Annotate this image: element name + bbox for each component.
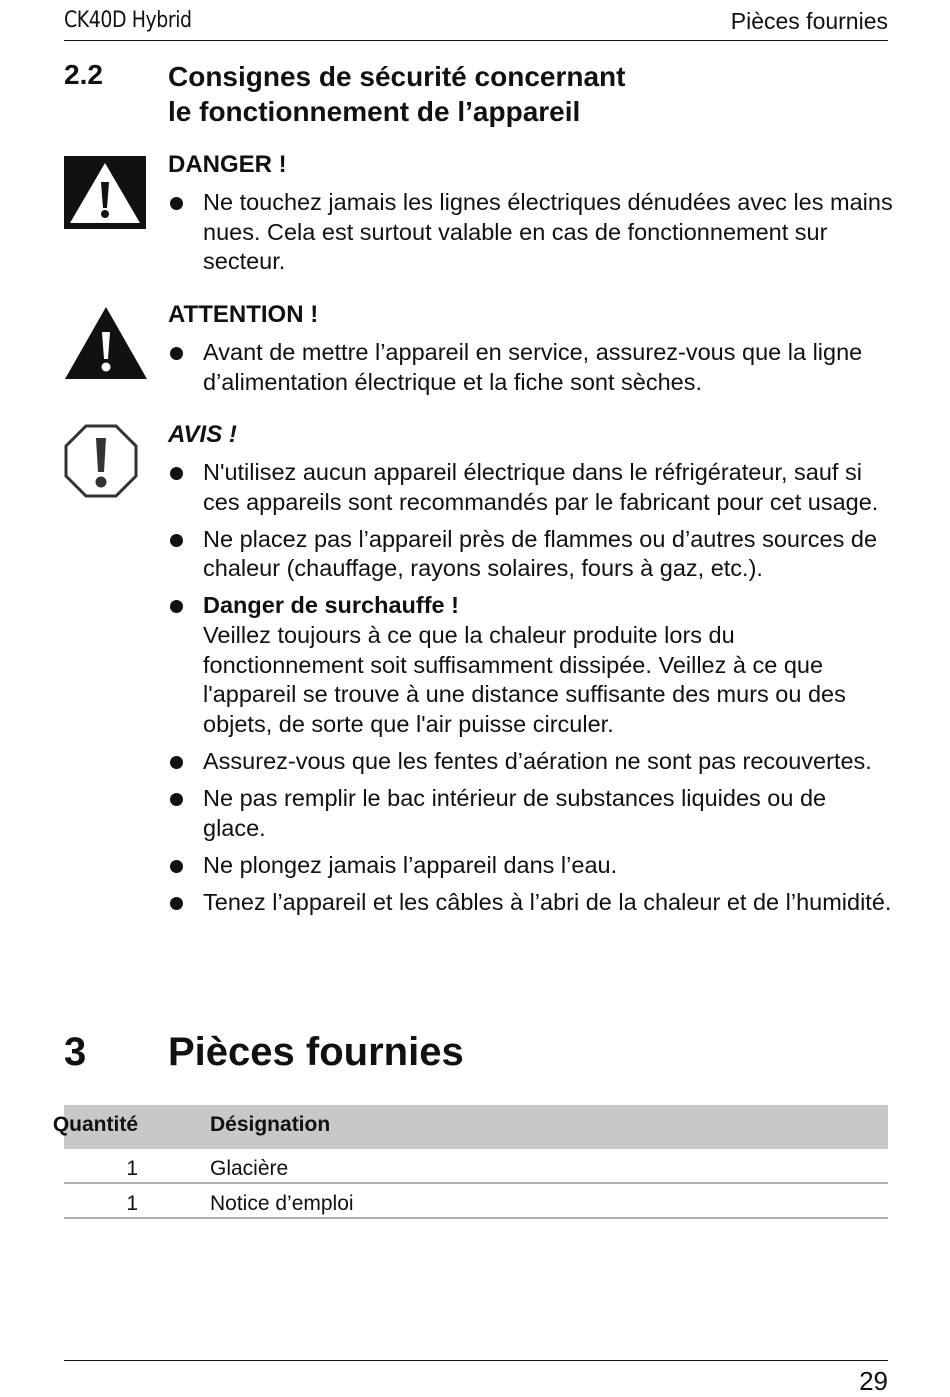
section-title-line2: le fonctionnement de l’appareil xyxy=(168,96,581,127)
footer-divider xyxy=(64,1360,888,1361)
bullet-icon xyxy=(170,793,183,806)
bullet-icon xyxy=(170,860,183,873)
column-header-designation: Désignation xyxy=(210,1113,331,1136)
bullet-icon xyxy=(170,600,183,613)
bullet-icon xyxy=(170,534,183,547)
list-item: N'utilisez aucun appareil électrique dans le réfrigérateur, sauf si ces appareils sont recommandés par le fabricant pour cet usage. xyxy=(168,458,893,517)
notice-octagon-icon xyxy=(64,424,138,498)
chapter-heading: Pièces fournies xyxy=(168,1030,464,1074)
quantity-cell: 1 xyxy=(126,1192,138,1215)
bullet-icon xyxy=(170,347,183,360)
attention-label: ATTENTION ! xyxy=(168,301,319,328)
avis-list xyxy=(168,458,893,925)
table-row xyxy=(64,1149,888,1184)
bullet-icon xyxy=(170,467,183,480)
column-header-quantity: Quantité xyxy=(52,1113,138,1136)
product-name: CK40D Hybrid xyxy=(64,8,192,33)
designation-cell: Notice d’emploi xyxy=(210,1192,354,1215)
bullet-icon xyxy=(170,197,183,210)
warning-triangle-icon xyxy=(64,306,148,380)
quantity-cell: 1 xyxy=(126,1157,138,1180)
avis-label: AVIS ! xyxy=(168,421,237,448)
table-row xyxy=(64,1184,888,1219)
list-item: Ne plongez jamais l’appareil dans l’eau. xyxy=(168,851,893,881)
bullet-icon xyxy=(170,756,183,769)
list-item: Avant de mettre l’appareil en service, assurez-vous que la ligne d’alimentation électrique et la fiche sont sèches. xyxy=(168,338,893,397)
bullet-icon xyxy=(170,897,183,910)
table-header xyxy=(52,1105,888,1149)
section-number: 2.2 xyxy=(64,59,103,90)
list-item: Ne pas remplir le bac intérieur de substances liquides ou de glace. xyxy=(168,784,893,843)
chapter-number: 3 xyxy=(64,1030,87,1074)
chapter-title: Pièces fournies xyxy=(730,8,888,34)
section-title xyxy=(168,59,808,129)
list-item: Assurez-vous que les fentes d’aération ne sont pas recouvertes. xyxy=(168,747,893,777)
attention-list xyxy=(168,338,893,405)
danger-warning-icon xyxy=(64,156,146,229)
section-title-line1: Consignes de sécurité concernant xyxy=(168,61,626,92)
designation-cell: Glacière xyxy=(210,1157,289,1180)
list-item: Tenez l’appareil et les câbles à l’abri de la chaleur et de l’humidité. xyxy=(168,888,893,918)
danger-label: DANGER ! xyxy=(168,151,287,178)
list-item: Ne placez pas l’appareil près de flammes ou d’autres sources de chaleur (chauffage, rayons solaires, fours à gaz, etc.). xyxy=(168,525,893,584)
page-header xyxy=(64,8,888,41)
danger-list xyxy=(168,188,893,284)
overheat-heading: Danger de surchauffe ! xyxy=(203,592,459,619)
list-item: Ne touchez jamais les lignes électriques dénudées avec les mains nues. Cela est surtout valable en cas de fonctionnement sur secteur. xyxy=(168,188,893,277)
page-number: 29 xyxy=(859,1366,888,1396)
parts-table xyxy=(52,1105,888,1219)
list-item: Danger de surchauffe ! Veillez toujours à ce que la chaleur produite lors du fonctionnement soit suffisamment dissipée. Veillez à ce que l'appareil se trouve à une distance suffisante des murs ou des objets, de sorte que l'air puisse circuler. xyxy=(168,591,893,739)
